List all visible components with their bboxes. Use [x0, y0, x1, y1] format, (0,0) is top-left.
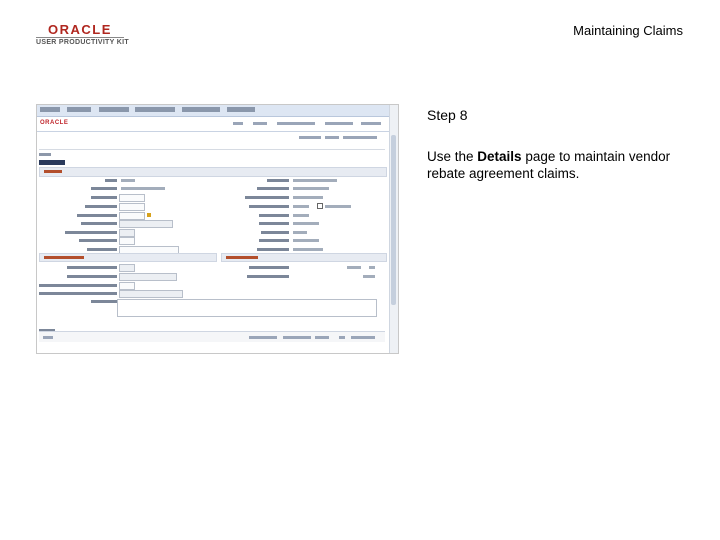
screenshot-field-row [77, 194, 237, 201]
screenshot-field-row [57, 264, 217, 271]
step-instruction [427, 148, 697, 182]
screenshot-field-row [37, 290, 217, 297]
screenshot-field-row [237, 273, 387, 280]
screenshot-field-row [57, 237, 237, 244]
screenshot-field-row [257, 177, 377, 184]
screenshot-scrollbar [389, 105, 398, 353]
screenshot-field-row [247, 185, 377, 192]
screenshot-field-row [237, 246, 377, 253]
logo-divider [36, 37, 124, 38]
screenshot-toolbar [37, 132, 390, 142]
screenshot-comments-box [117, 299, 377, 317]
screenshot-field-row [57, 273, 217, 280]
screenshot-field-row [57, 298, 117, 305]
screenshot-field-row [77, 203, 237, 210]
screenshot-field-row [77, 185, 237, 192]
screenshot-field-row [37, 282, 217, 289]
screenshot-field-row [237, 264, 387, 271]
screenshot-field-row [237, 212, 377, 219]
screenshot-subsection-header [221, 253, 387, 262]
screenshot-footer-grid [39, 331, 385, 342]
screenshot-field-row [67, 220, 237, 227]
application-screenshot [36, 104, 399, 354]
oracle-logo-word: ORACLE [48, 22, 112, 37]
screenshot-field-row [67, 212, 237, 219]
instruction-text-end: page to maintain vendor rebate agreement claims. [427, 149, 671, 181]
screenshot-field-row [237, 220, 377, 227]
screenshot-oracle-logo: ORACLE [40, 120, 69, 126]
topic-title: Maintaining Claims [573, 23, 683, 38]
screenshot-field-row [237, 203, 387, 210]
screenshot-field-row [57, 229, 237, 236]
screenshot-header [37, 117, 390, 132]
screenshot-field-row [57, 246, 237, 253]
step-label: Step 8 [427, 107, 468, 123]
screenshot-field-row [237, 229, 377, 236]
screenshot-field-row [97, 177, 237, 184]
upk-logo-subtitle: USER PRODUCTIVITY KIT [36, 39, 129, 46]
screenshot-section-header [39, 167, 387, 177]
screenshot-field-row [237, 237, 377, 244]
screenshot-field-row [237, 194, 377, 201]
instruction-text-start: Use the [427, 149, 478, 164]
screenshot-subsection-header [39, 253, 217, 262]
screenshot-breadcrumb-bar [37, 105, 390, 117]
instruction-bold-term: Details [477, 149, 522, 164]
